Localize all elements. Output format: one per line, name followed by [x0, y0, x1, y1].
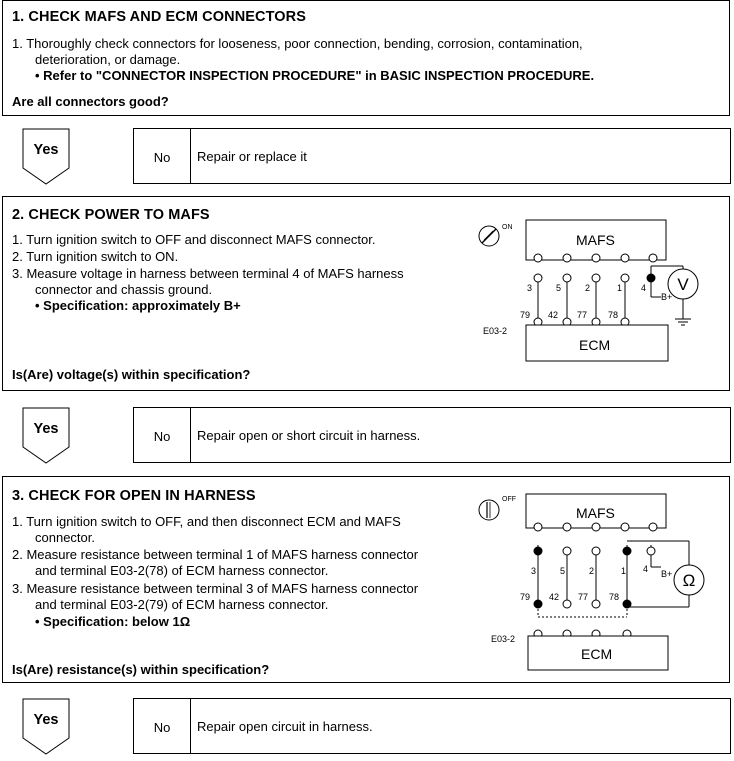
ecm-pin-77: 77	[578, 592, 589, 602]
step1-no-label: No	[153, 150, 171, 165]
mafs-pin-4: 4	[643, 564, 649, 574]
step3-yes-arrow[interactable]	[22, 698, 70, 756]
step3-instruction-2b: and terminal E03-2(78) of ECM harness connector.	[35, 563, 329, 578]
step1-question: Are all connectors good?	[12, 94, 169, 109]
step3-no-label: No	[153, 720, 171, 735]
mafs-pin-2: 2	[585, 283, 591, 293]
mafs-pin-5: 5	[560, 566, 566, 576]
ohmmeter-symbol: Ω	[682, 571, 696, 590]
step2-instruction-3b: connector and chassis ground.	[35, 282, 213, 297]
step3-panel	[2, 476, 730, 683]
ignition-switch-icon	[479, 224, 513, 246]
mafs-pin-5: 5	[556, 283, 562, 293]
step2-instruction-2: 2. Turn ignition switch to ON.	[12, 249, 179, 264]
step2-yes-arrow[interactable]	[22, 407, 70, 465]
step1-panel	[2, 0, 730, 116]
ecm-pin-42: 42	[549, 592, 560, 602]
step2-title: 2. CHECK POWER TO MAFS	[12, 207, 210, 223]
connector-label: E03-2	[491, 634, 516, 644]
step2-yes-label: Yes	[33, 421, 59, 437]
step1-no-branch[interactable]	[133, 128, 731, 184]
mafs-pin-1: 1	[621, 566, 627, 576]
mafs-label: MAFS	[576, 232, 615, 248]
step1-yes-label: Yes	[33, 142, 59, 158]
ecm-pin-42: 42	[548, 310, 559, 320]
ohmmeter-icon	[674, 565, 704, 595]
step3-no-branch[interactable]	[133, 698, 731, 754]
mafs-label: MAFS	[576, 505, 615, 521]
step3-title: 3. CHECK FOR OPEN IN HARNESS	[12, 488, 256, 504]
voltmeter-icon	[668, 269, 698, 299]
step3-circuit-diagram	[471, 487, 721, 675]
mafs-pin-4: 4	[641, 283, 647, 293]
ecm-pin-78: 78	[608, 310, 619, 320]
step2-instruction-3: 3. Measure voltage in harness between terminal 4 of MAFS harness	[12, 266, 404, 281]
harness-outline	[538, 545, 627, 617]
step3-yes-label: Yes	[33, 712, 59, 728]
step1-reference-bullet: • Refer to "CONNECTOR INSPECTION PROCEDURE" in BASIC INSPECTION PROCEDURE.	[35, 68, 595, 83]
supply-label: B+	[661, 292, 673, 302]
step2-panel	[2, 196, 730, 391]
supply-label: B+	[661, 569, 673, 579]
step1-title: 1. CHECK MAFS AND ECM CONNECTORS	[12, 9, 307, 25]
ecm-pin-77: 77	[577, 310, 588, 320]
mafs-pin-3: 3	[531, 566, 537, 576]
step1-instruction-1b: deterioration, or damage.	[35, 52, 181, 67]
mafs-pin-1: 1	[617, 283, 623, 293]
step3-spec-bullet: • Specification: below 1Ω	[35, 614, 191, 629]
step2-instruction-1: 1. Turn ignition switch to OFF and disconnect MAFS connector.	[12, 232, 376, 247]
mafs-pin-2: 2	[589, 566, 595, 576]
mafs-harness-pins	[534, 274, 655, 282]
step3-instruction-3: 3. Measure resistance between terminal 3 of MAFS harness connector	[12, 581, 419, 596]
switch-label: ON	[502, 224, 513, 231]
step2-no-branch[interactable]	[133, 407, 731, 463]
step2-question: Is(Are) voltage(s) within specification?	[12, 367, 251, 382]
step3-instruction-3b: and terminal E03-2(79) of ECM harness connector.	[35, 597, 329, 612]
step1-instruction-1: 1. Thoroughly check connectors for looseness, poor connection, bending, corrosion, contamination,	[12, 36, 583, 51]
connector-label: E03-2	[483, 326, 508, 336]
step1-yes-arrow[interactable]	[22, 128, 70, 186]
step2-no-action: Repair open or short circuit in harness.	[197, 428, 421, 443]
step3-no-action: Repair open circuit in harness.	[197, 719, 373, 734]
step2-no-label: No	[153, 429, 171, 444]
ecm-pin-79: 79	[520, 592, 531, 602]
ignition-switch-icon	[479, 496, 516, 520]
ecm-label: ECM	[579, 337, 611, 353]
step3-question: Is(Are) resistance(s) within specification?	[12, 662, 270, 677]
mafs-harness-pins	[534, 547, 655, 555]
ecm-pin-79: 79	[520, 310, 531, 320]
step1-no-action: Repair or replace it	[197, 149, 307, 164]
step3-instruction-1: 1. Turn ignition switch to OFF, and then disconnect ECM and MAFS	[12, 514, 401, 529]
ecm-pin-78: 78	[609, 592, 620, 602]
mafs-pin-3: 3	[527, 283, 533, 293]
step3-instruction-1b: connector.	[35, 530, 95, 545]
step2-spec-bullet: • Specification: approximately B+	[35, 298, 241, 313]
ecm-label: ECM	[581, 646, 613, 662]
step2-circuit-diagram	[471, 217, 721, 365]
step3-instruction-2: 2. Measure resistance between terminal 1 of MAFS harness connector	[12, 547, 419, 562]
switch-label: OFF	[502, 496, 516, 503]
voltmeter-symbol: V	[677, 275, 689, 294]
